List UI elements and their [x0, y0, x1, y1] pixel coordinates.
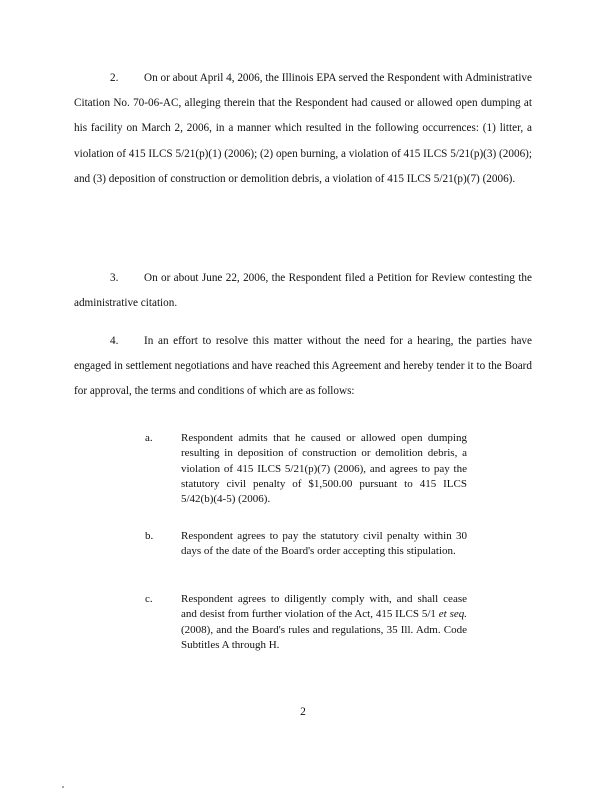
paragraph-2 — [74, 66, 532, 192]
paragraph-3 — [74, 266, 532, 316]
subparagraph-letter: c. — [145, 593, 153, 605]
subparagraph-letter: b. — [145, 530, 154, 542]
paragraph-number: 2. — [110, 72, 119, 84]
paragraph-text: On or about April 4, 2006, the Illinois EPA served the Respondent with Administrative Citation No. 70-06-AC, alleging therein that the Respondent had caused or allowed open dumping at his facility on March 2, 2006, in a manner which resulted in the following occurrences: (1) litter, a violation of 415 ILCS 5/21(p)(1) (2006); (2) open burning, a violation of 415 ILCS 5/21(p)(3) (2006); and (3) deposition of construction or demolition debris, a violation of 415 ILCS 5/21(p)(7) (2006). — [74, 72, 532, 185]
paragraph-number: 4. — [110, 335, 119, 347]
subparagraph-letter: a. — [145, 432, 153, 444]
page-number: 2 — [300, 706, 306, 718]
subparagraph-a — [145, 431, 467, 507]
paragraph-text: In an effort to resolve this matter without the need for a hearing, the parties have engaged in settlement negotiations and have reached this Agreement and hereby tender it to the Board for approval, the terms and conditions of which are as follows: — [74, 335, 532, 398]
subparagraph-text-italic: et seq. — [438, 608, 467, 621]
scan-speck — [62, 786, 64, 788]
paragraph-4 — [74, 329, 532, 405]
subparagraph-c — [145, 592, 467, 653]
subparagraph-text-after: (2008), and the Board's rules and regulations, 35 Ill. Adm. Code Subtitles A through H. — [181, 623, 467, 651]
paragraph-number: 3. — [110, 272, 119, 284]
subparagraph-text: Respondent agrees to pay the statutory civil penalty within 30 days of the date of the Board's order accepting this stipulation. — [181, 530, 467, 558]
subparagraph-text — [181, 592, 467, 653]
paragraph-text: On or about June 22, 2006, the Respondent filed a Petition for Review contesting the administrative citation. — [74, 272, 532, 310]
subparagraph-b — [145, 529, 467, 560]
subparagraph-text-before: Respondent agrees to diligently comply with, and shall cease and desist from further violation of the Act, 415 ILCS 5/1 — [181, 593, 467, 621]
subparagraph-text: Respondent admits that he caused or allowed open dumping resulting in deposition of construction or demolition debris, a violation of 415 ILCS 5/21(p)(7) (2006), and agrees to pay the statutory civil penalty of $1,500.00 pursuant to 415 ILCS 5/42(b)(4-5) (2006). — [181, 432, 467, 506]
